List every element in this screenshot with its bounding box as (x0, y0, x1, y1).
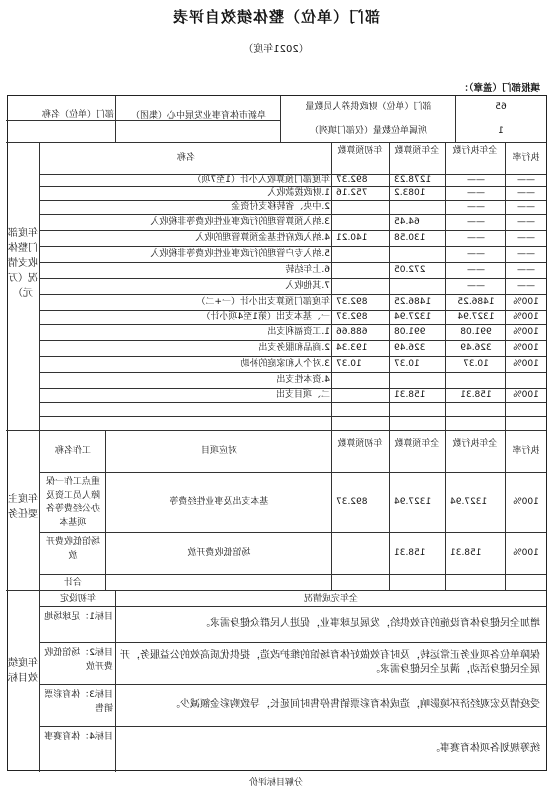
task-initial: 892.37 (336, 497, 368, 507)
budget-row-full-exec: 10.37 (463, 359, 489, 369)
goal-text: 受疫情及宏观经济环境影响，造成体育彩票销售停售时间延长，导致购彩金额减少。 (170, 699, 540, 710)
goal-label: 目标1：足球场地 (44, 612, 113, 622)
row-divider (40, 246, 546, 247)
budget-row-rate: —— (517, 188, 535, 198)
budget-row-name: 一、基本支出（第1至4项小计） (201, 312, 330, 322)
budget-row-full-exec: —— (467, 281, 485, 291)
col-set-header: 年初设定 (60, 594, 97, 604)
row-divider (40, 214, 546, 215)
budget-row-name: 年度部门预算收入小计（1至7项） (192, 175, 330, 185)
budget-row-rate: —— (517, 233, 535, 243)
task-rate: 100% (513, 497, 539, 507)
budget-row-name: 3.对个人和家庭的补助 (240, 359, 330, 369)
row-divider (40, 230, 546, 231)
col-full-budget-header: 全年预算数 (394, 146, 440, 156)
budget-row-full-budget: 1327.94 (394, 312, 432, 322)
row-divider (40, 402, 546, 403)
row-divider (40, 324, 546, 325)
staff-count-value: 65 (495, 102, 507, 112)
task-rate: 100% (513, 548, 539, 558)
budget-row-initial: 752.16 (336, 188, 368, 198)
budget-section-label: 年度部门整体收支情况（万元） (8, 228, 38, 299)
goal-label: 目标3：体育彩票销售 (44, 690, 113, 715)
column-divider (331, 142, 332, 430)
budget-row-full-budget: 326.49 (394, 343, 426, 353)
task-full-budget: 158.31 (394, 548, 426, 558)
budget-row-name: 2.中央、省转移支付资金 (231, 202, 330, 212)
budget-row-name: 年度部门预算支出小计（一+二） (196, 297, 330, 307)
goal-label: 目标4：体育赛事 (44, 732, 113, 742)
dept-name-label: 部门（单位）名称 (42, 110, 115, 120)
fill-unit-label: 填报部门（盖章）： (459, 83, 540, 94)
row-divider (40, 294, 546, 295)
budget-row-full-exec: 991.08 (460, 327, 492, 337)
budget-row-rate: —— (517, 281, 535, 291)
row-divider (6, 430, 546, 431)
budget-row-name: 二、项目支出 (275, 390, 330, 400)
row-divider (40, 356, 546, 357)
task-full-budget: 1327.94 (394, 497, 432, 507)
row-divider (40, 388, 546, 389)
budget-row-rate: 100% (513, 343, 539, 353)
budget-row-full-budget: 1278.23 (394, 175, 432, 185)
row-divider (40, 278, 546, 279)
budget-row-full-budget: 130.58 (394, 233, 426, 243)
row-divider (40, 574, 546, 575)
budget-row-rate: 100% (513, 327, 539, 337)
staff-count-label: 部门（单位）财政供养人员数量 (305, 102, 432, 112)
budget-row-full-exec: —— (467, 217, 485, 227)
col-project-header: 对应项目 (201, 446, 238, 456)
goals-section-label: 年度绩效目标 (8, 658, 38, 684)
budget-row-rate: 100% (513, 312, 539, 322)
budget-row-name: 4.资本性支出 (276, 375, 330, 385)
task-full-exec: 1327.94 (450, 497, 488, 507)
budget-row-full-exec: —— (467, 233, 485, 243)
budget-row-full-exec: 1486.25 (457, 297, 495, 307)
row-divider (40, 262, 546, 263)
column-divider (39, 142, 40, 772)
budget-row-full-exec: 1327.94 (457, 312, 495, 322)
col-task-budget-header: 年初预算数 (337, 439, 383, 449)
col-done-header: 全年完成情况 (304, 594, 359, 604)
budget-row-full-budget: 158.31 (394, 390, 426, 400)
row-divider (6, 142, 546, 143)
budget-row-name: 4.纳入政府性基金预算管理的收入 (195, 233, 330, 243)
budget-row-name: 6.上年结转 (285, 265, 330, 275)
budget-row-name: 7.其他收入 (285, 281, 330, 291)
budget-row-rate: —— (517, 202, 535, 212)
col-full-exec-header: 全年执行数 (452, 146, 498, 156)
budget-row-rate: —— (517, 265, 535, 275)
row-divider (40, 472, 546, 473)
column-divider (389, 142, 390, 590)
budget-row-initial: 10.37 (336, 359, 362, 369)
budget-row-name: 3.纳入预算管理的行政事业性收费等非税收入 (150, 217, 330, 227)
budget-row-initial: 892.37 (336, 312, 368, 322)
goal-text: 保障单位各项业务正常运转，及时有效做好体育场馆的维护改造，提供优质高效的公益服务，开展全民健身活动，满足全民健身需求。 (120, 650, 540, 675)
budget-row-full-exec: —— (467, 202, 485, 212)
budget-row-full-budget: 1083.2 (394, 188, 426, 198)
budget-row-rate: 100% (513, 390, 539, 400)
budget-row-name: 1.工资福利支出 (267, 327, 330, 337)
row-divider (40, 372, 546, 373)
budget-row-full-budget: 272.05 (394, 265, 426, 275)
budget-row-rate: —— (517, 217, 535, 227)
col-task-full-exec-header: 全年执行数 (452, 439, 498, 449)
column-divider (115, 590, 116, 772)
goal-label: 目标2：场馆低收费开放 (44, 648, 113, 673)
col-task-rate-header: 执行率 (512, 446, 540, 456)
budget-row-full-budget: 991.08 (394, 327, 426, 337)
budget-row-initial: 688.66 (336, 327, 368, 337)
col-rate-header: 执行率 (512, 153, 540, 163)
row-divider (40, 310, 546, 311)
row-divider (40, 186, 546, 187)
sub-units-label: 所属单位数量（仅部门填列） (310, 126, 428, 136)
col-work-header: 工作名称 (55, 446, 92, 456)
task-work-name: 合计 (64, 578, 83, 588)
sub-units-value: 1 (498, 126, 504, 136)
budget-row-full-budget: 64.45 (394, 217, 420, 227)
tasks-section-label: 年度主要任务 (8, 494, 38, 520)
row-divider (40, 532, 546, 533)
task-work-name: 场馆低收费开放 (46, 537, 101, 561)
column-divider (445, 142, 446, 590)
budget-row-rate: 100% (513, 359, 539, 369)
document-title: 部门（单位）整体绩效自评表 (172, 8, 381, 26)
footer-text: 分解目标评价 (249, 778, 304, 788)
budget-row-full-budget: 10.37 (394, 359, 420, 369)
goal-text: 增加全民健身体育设施的有效供给，发展足球事业，促进人民群众健身需求。 (200, 618, 540, 629)
budget-row-initial: 892.37 (336, 297, 368, 307)
document-year: （2021年度） (243, 44, 309, 55)
task-project: 基本支出及事业性经费等 (169, 497, 269, 507)
col-name-header: 名称 (177, 153, 196, 163)
budget-row-full-exec: —— (467, 175, 485, 185)
row-divider (40, 340, 546, 341)
budget-row-name: 5.纳入专户管理的行政事业性收费等非税收入 (150, 249, 330, 259)
budget-row-full-exec: 158.31 (460, 390, 492, 400)
dept-name-value: 阜新市体育事业发展中心（集团） (131, 111, 267, 121)
budget-row-initial: 140.21 (336, 233, 368, 243)
budget-row-name: 1.财政拨款收入 (267, 188, 330, 198)
budget-row-rate: —— (517, 249, 535, 259)
budget-row-full-exec: —— (467, 188, 485, 198)
budget-row-name: 2.商品和服务支出 (258, 343, 330, 353)
row-divider (40, 200, 546, 201)
budget-row-full-budget: 1486.25 (394, 297, 432, 307)
budget-row-rate: 100% (513, 297, 539, 307)
col-budget-header: 年初预算数 (337, 146, 383, 156)
budget-row-initial: 892.37 (336, 175, 368, 185)
task-full-exec: 158.31 (450, 548, 482, 558)
budget-row-full-exec: 326.49 (460, 343, 492, 353)
task-work-name: 重点工作一保障人员工资及办公经费等各项基本 (46, 477, 101, 528)
budget-row-rate: —— (517, 175, 535, 185)
task-project: 场馆低收费开放 (187, 548, 251, 558)
budget-row-full-exec: —— (467, 265, 485, 275)
goal-text: 统筹规划各项体育赛事。 (430, 743, 540, 754)
col-task-full-budget-header: 全年预算数 (394, 439, 440, 449)
budget-row-full-exec: —— (467, 249, 485, 259)
evaluation-table (7, 95, 547, 771)
budget-row-initial: 193.34 (336, 343, 368, 353)
row-divider (40, 416, 546, 417)
